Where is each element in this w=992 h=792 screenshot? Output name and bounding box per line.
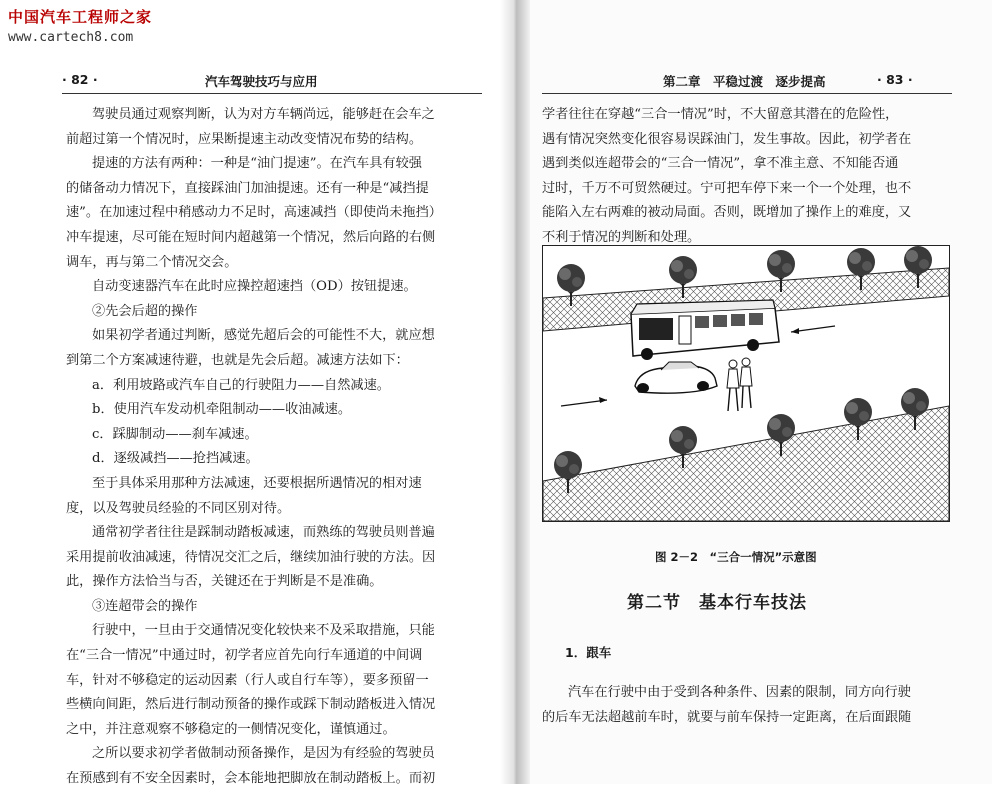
right-page-number: · 83 · bbox=[877, 72, 913, 87]
left-page-number: · 82 · bbox=[62, 72, 98, 87]
watermark-site-name: 中国汽车工程师之家 bbox=[8, 8, 153, 26]
right-line: 不利于情况的判断和处理。 bbox=[542, 229, 701, 245]
watermark-url: www.cartech8.com bbox=[8, 30, 134, 45]
bus-icon bbox=[631, 300, 779, 360]
left-line: 车，针对不够稳定的运动因素（行人或自行车等），要多预留一 bbox=[66, 672, 429, 688]
list-item-a: a．利用坡路或汽车自己的行驶阻力——自然减速。 bbox=[92, 377, 390, 393]
section-title: 第二节 基本行车技法 bbox=[627, 593, 807, 613]
right-header-rule bbox=[542, 93, 952, 94]
subhead-overtake-and-meet: ③连超带会的操作 bbox=[92, 598, 198, 614]
list-item-c: c．踩脚制动——刹车减速。 bbox=[92, 426, 258, 442]
right-line: 能陷入左右两难的被动局面。否则，既增加了操作上的难度，又 bbox=[542, 205, 912, 221]
left-line: 在“三合一情况”中通过时，初学者应首先向行车通道的中间调 bbox=[66, 648, 423, 664]
arrow-left-icon bbox=[791, 326, 835, 334]
right-chapter-header: 第二章 平稳过渡 逐步提高 bbox=[663, 74, 826, 89]
left-line: 驾驶员通过观察判断，认为对方车辆尚远，能够赶在会车之 bbox=[92, 107, 435, 122]
subhead-overtake-after-meet: ②先会后超的操作 bbox=[92, 303, 198, 319]
right-line: 遇有情况突然变化很容易误踩油门，发生事故。因此，初学者在 bbox=[542, 131, 912, 147]
left-line: 速”。在加速过程中稍感动力不足时，高速减挡（即使尚未拖挡） bbox=[66, 205, 442, 221]
left-header-rule bbox=[62, 93, 482, 94]
left-line: 在预感到有不安全因素时，会本能地把脚放在制动踏板上。而初 bbox=[66, 771, 436, 787]
figure-illustration bbox=[543, 246, 949, 521]
subsection-title: 1．跟车 bbox=[565, 645, 612, 660]
figure-three-in-one-situation bbox=[542, 245, 950, 522]
left-line: 之中，并注意观察不够稳定的一侧情况变化，谨慎通过。 bbox=[66, 721, 396, 737]
left-line: 采用提前收油减速，待情况交汇之后，继续加油行驶的方法。因 bbox=[66, 549, 436, 565]
left-line: 至于具体采用那种方法减速，还要根据所遇情况的相对速 bbox=[92, 475, 422, 491]
left-body-text bbox=[66, 103, 478, 792]
left-line: 度，以及驾驶员经验的不同区别对待。 bbox=[66, 500, 291, 516]
left-line: 通常初学者往往是踩制动踏板减速，而熟练的驾驶员则普遍 bbox=[92, 525, 435, 541]
right-bottom-line: 的后车无法超越前车时，就要与前车保持一定距离，在后面跟随 bbox=[542, 709, 912, 725]
left-line: 行驶中，一旦由于交通情况变化较快来不及采取措施，只能 bbox=[92, 623, 435, 639]
car-icon bbox=[635, 362, 717, 393]
left-line: 前超过第一个情况时，应果断提速主动改变情况布势的结构。 bbox=[66, 131, 423, 147]
lower-sidewalk bbox=[543, 406, 949, 521]
right-line: 遇到类似连超带会的“三合一情况”，拿不准主意、不知能否通 bbox=[542, 156, 899, 172]
arrow-right-icon bbox=[561, 397, 607, 406]
left-line: 到第二个方案减速待避，也就是先会后超。减速方法如下： bbox=[66, 352, 409, 368]
left-line: 调车，再与第二个情况交会。 bbox=[66, 254, 238, 270]
left-line: 提速的方法有两种：一种是“油门提速”。在汽车具有较强 bbox=[92, 156, 422, 172]
left-line: 些横向间距，然后进行制动预备的操作或踩下制动踏板进入情况 bbox=[66, 697, 436, 713]
right-line: 过时，千万不可贸然硬过。宁可把车停下来一个一个处理，也不 bbox=[542, 180, 912, 196]
left-running-title: 汽车驾驶技巧与应用 bbox=[205, 74, 318, 89]
right-bottom-line: 汽车在行驶中由于受到各种条件、因素的限制，同方向行驶 bbox=[568, 685, 911, 700]
list-item-d: d．逐级减挡——抢挡减速。 bbox=[92, 451, 259, 467]
left-line: 的储备动力情况下，直接踩油门加油提速。还有一种是“减挡提 bbox=[66, 180, 429, 196]
pedestrians-icon bbox=[727, 358, 752, 411]
left-line: 冲车提速，尽可能在短时间内超越第一个情况，然后向路的右侧 bbox=[66, 229, 436, 245]
right-bottom-text bbox=[542, 681, 952, 730]
list-item-b: b．使用汽车发动机牵阻制动——收油减速。 bbox=[92, 402, 352, 418]
left-line: 之所以要求初学者做制动预备操作，是因为有经验的驾驶员 bbox=[92, 746, 435, 762]
left-line: 此，操作方法恰当与否，关键还在于判断是不是准确。 bbox=[66, 574, 383, 590]
left-line: 如果初学者通过判断，感觉先超后会的可能性不大，就应想 bbox=[92, 328, 435, 344]
right-body-text bbox=[542, 103, 952, 251]
left-line: 自动变速器汽车在此时应操控超速挡（OD）按钮提速。 bbox=[92, 279, 417, 295]
figure-caption: 图 2－2 “三合一情况”示意图 bbox=[655, 550, 817, 564]
right-line: 学者往往在穿越“三合一情况”时，不大留意其潜在的危险性， bbox=[542, 107, 899, 122]
book-gutter bbox=[500, 0, 530, 784]
